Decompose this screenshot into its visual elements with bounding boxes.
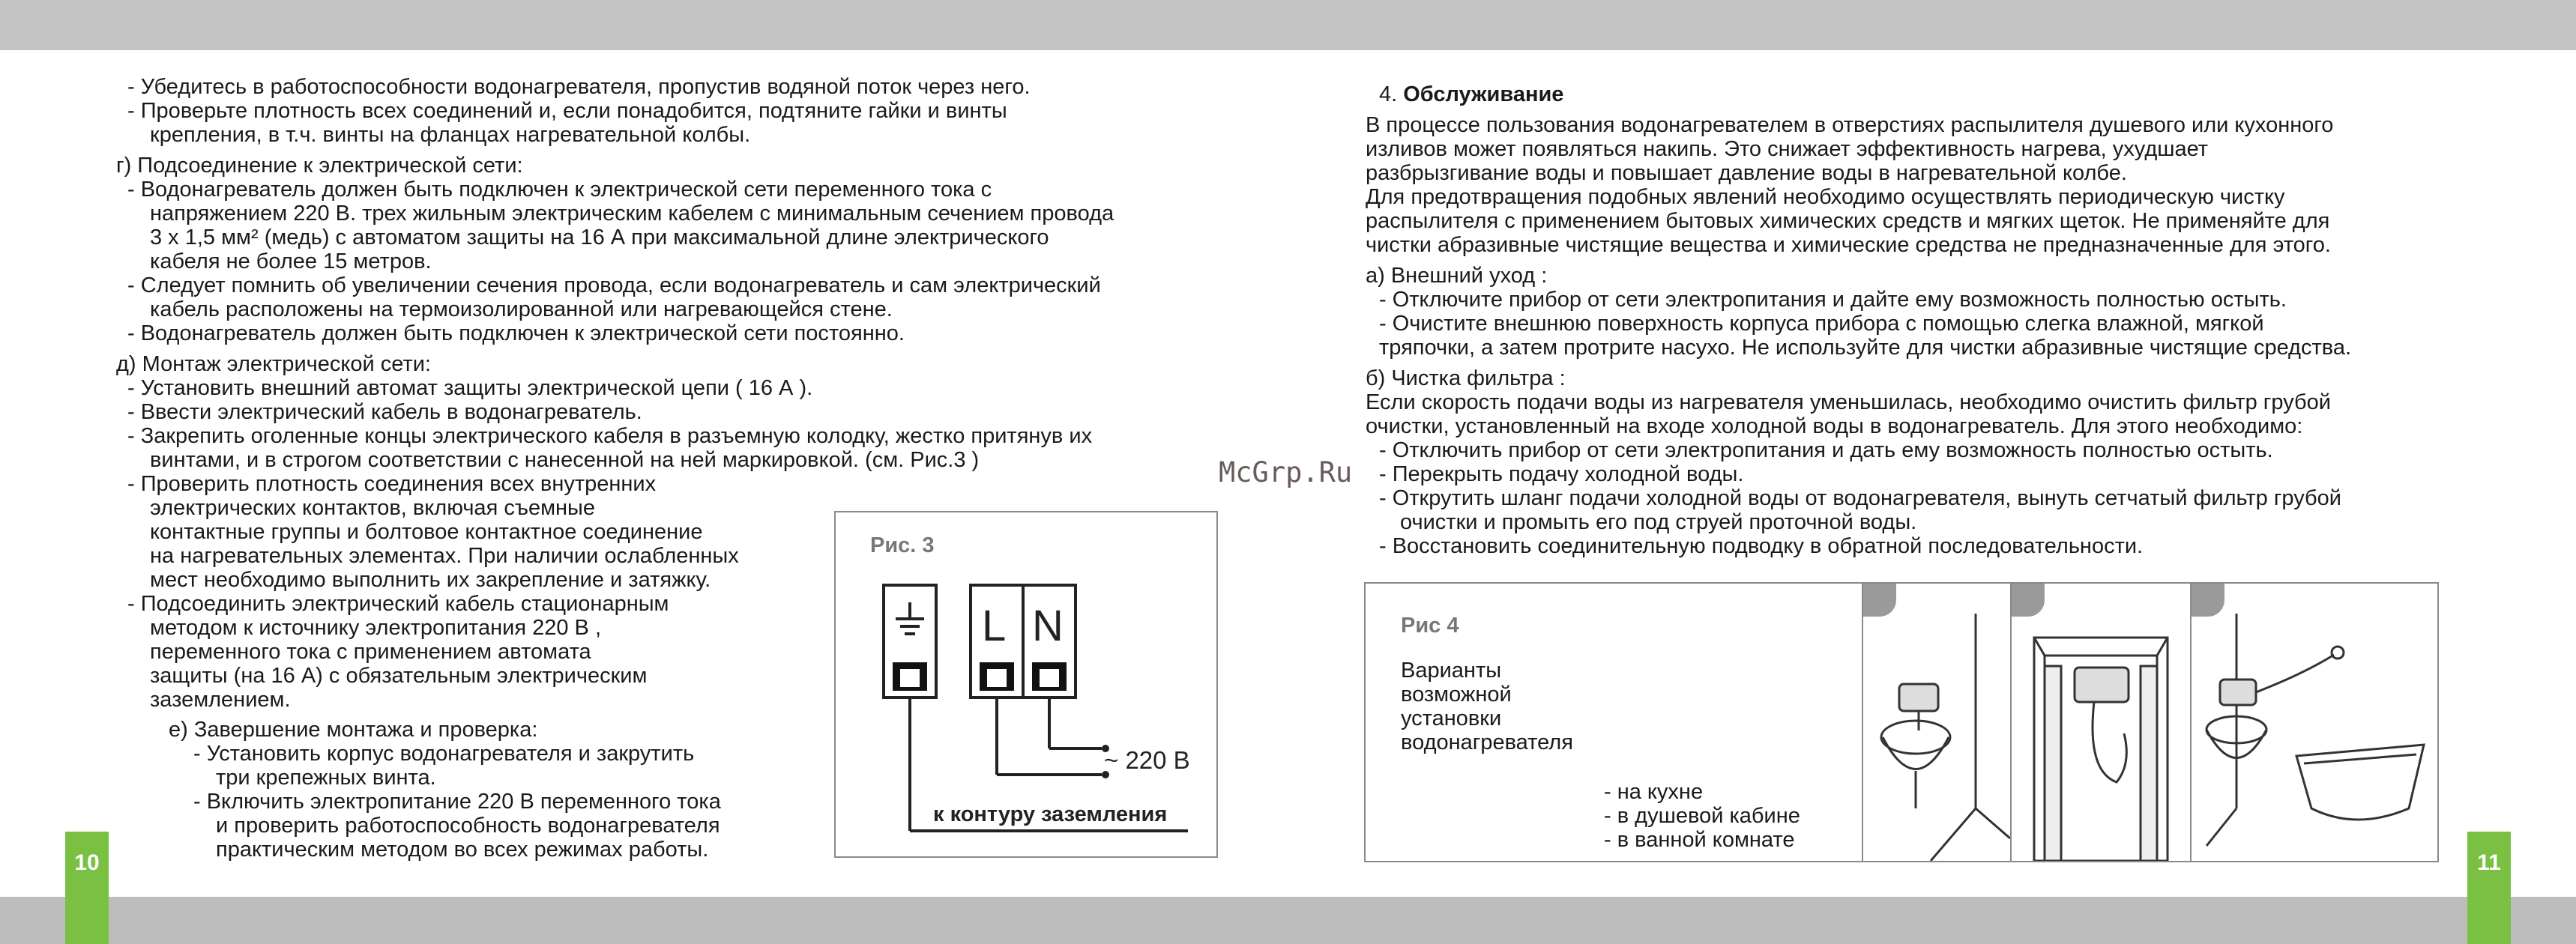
text-line: - Водонагреватель должен быть подключен к электрической сети переменного тока с — [127, 178, 992, 202]
text-line: В процессе пользования водонагревателем в отверстиях распылителя душевого или кухонного — [1366, 113, 2334, 137]
text-line: - Отключите прибор от сети электропитания и дайте ему возможность полностью остыть. — [1379, 288, 2287, 312]
shower-install-illustration — [2012, 584, 2190, 861]
figure-4-description-line: возможной — [1401, 683, 1512, 707]
watermark: McGrp.Ru — [1219, 456, 1353, 488]
bathroom-install-illustration — [2192, 584, 2437, 861]
text-line: изливов может появляться накипь. Это снижает эффективность нагрева, ухудшает — [1366, 137, 2209, 161]
page-number-left: 10 — [65, 832, 109, 944]
text-line: - Открутить шланг подачи холодной воды от водонагревателя, вынуть сетчатый фильтр грубой — [1379, 486, 2341, 510]
text-line: - Перекрыть подачу холодной воды. — [1379, 462, 1744, 486]
top-band — [0, 0, 2576, 50]
section-heading: д) Монтаж электрической сети: — [116, 352, 431, 376]
text-line: контактные группы и болтовое контактное соединение — [150, 520, 703, 544]
text-line: Для предотвращения подобных явлений необходимо осуществлять периодическую чистку — [1366, 185, 2285, 209]
text-line: тряпочки, а затем протрите насухо. Не используйте для чистки абразивные чистящие средства. — [1379, 336, 2352, 360]
ground-caption: к контуру заземления — [933, 802, 1168, 826]
text-line: - Закрепить оголенные концы электрического кабеля в разъемную колодку, жестко притянув их — [127, 424, 1093, 448]
text-line: - Убедитесь в работоспособности водонагревателя, пропустив водяной поток через него. — [127, 75, 1031, 99]
text-line: - Ввести электрический кабель в водонагреватель. — [127, 400, 642, 424]
section-number: 4. — [1379, 82, 1398, 106]
figure-4 — [1364, 582, 2439, 862]
text-line: разбрызгивание воды и повышает давление воды в нагревательной колбе. — [1366, 161, 2127, 185]
text-line: 3 х 1,5 мм² (медь) с автоматом защиты на 16 А при максимальной длине электрического — [150, 226, 1049, 249]
text-line: - Установить корпус водонагревателя и закрутить — [193, 742, 695, 766]
text-line: переменного тока с применением автомата — [150, 640, 591, 664]
section-heading: б) Чистка фильтра : — [1366, 366, 1566, 390]
section-heading: г) Подсоединение к электрической сети: — [116, 154, 523, 178]
text-line: - Отключить прибор от сети электропитания и дать ему возможность полностью остыть. — [1379, 438, 2273, 462]
text-line: - Подсоединить электрический кабель стационарным — [127, 592, 669, 616]
figure-3 — [834, 511, 1218, 858]
text-line: и проверить работоспособность водонагревателя — [216, 814, 720, 838]
figure-4-description-line: установки — [1401, 707, 1502, 730]
text-line: чистки абразивные чистящие вещества и химические средства не предназначенные для этого. — [1366, 233, 2331, 257]
section-title-text: Обслуживание — [1403, 82, 1564, 106]
kitchen-install-illustration — [1863, 584, 2010, 861]
text-line: - Включить электропитание 220 В переменного тока — [193, 790, 721, 814]
section-title — [1379, 82, 1563, 106]
text-line: три крепежных винта. — [216, 766, 436, 790]
text-line: - Проверьте плотность всех соединений и, если понадобится, подтяните гайки и винты — [127, 99, 1007, 123]
text-line: очистки и промыть его под струей проточной воды. — [1400, 510, 1917, 534]
figure-4-description-line: водонагревателя — [1401, 730, 1573, 754]
text-line: - Очистите внешнюю поверхность корпуса прибора с помощью слегка влажной, мягкой — [1379, 312, 2264, 336]
text-line: - Установить внешний автомат защиты электрической цепи ( 16 А ). — [127, 376, 813, 400]
text-line: напряжением 220 В. трех жильным электрическим кабелем с минимальным сечением провода — [150, 202, 1114, 226]
page-number-right: 11 — [2467, 832, 2511, 944]
text-line: Если скорость подачи воды из нагревателя уменьшилась, необходимо очистить фильтр грубой — [1366, 390, 2331, 414]
voltage-label: ~ 220 В — [1104, 746, 1190, 774]
text-line: заземлением. — [150, 688, 291, 712]
figure-3-label: Рис. 3 — [870, 533, 935, 557]
text-line: винтами, и в строгом соответствии с нанесенной на ней маркировкой. (см. Рис.3 ) — [150, 448, 980, 472]
text-line: крепления, в т.ч. винты на фланцах нагревательной колбы. — [150, 123, 751, 147]
text-line: методом к источнику электропитания 220 В , — [150, 616, 602, 640]
text-line: - Водонагреватель должен быть подключен к электрической сети постоянно. — [127, 321, 905, 345]
section-heading: а) Внешний уход : — [1366, 264, 1548, 288]
ground-symbol — [896, 602, 924, 634]
section-heading: е) Завершение монтажа и проверка: — [169, 718, 538, 742]
text-line: - Восстановить соединительную подводку в обратной последовательности. — [1379, 534, 2144, 558]
text-line: распылителя с применением бытовых химических средств и мягких щеток. Не применяйте для — [1366, 209, 2330, 233]
text-line: электрических контактов, включая съемные — [150, 496, 596, 520]
figure-4-description-line: Варианты — [1401, 659, 1502, 683]
text-line: защиты (на 16 А) с обязательным электрическим — [150, 664, 648, 688]
text-line: - Проверить плотность соединения всех внутренних — [127, 472, 657, 496]
bottom-band — [0, 897, 2576, 944]
text-line: кабеля не более 15 метров. — [150, 249, 432, 273]
text-line: на нагревательных элементах. При наличии ослабленных — [150, 544, 739, 568]
text-line: кабель расположены на термоизолированной или нагревающейся стене. — [150, 297, 893, 321]
option-bathroom: - в ванной комнате — [1604, 828, 1795, 852]
text-line: практическим методом во всех режимах работы. — [216, 838, 709, 862]
option-kitchen: - на кухне — [1604, 780, 1704, 804]
figure-4-label: Рис 4 — [1401, 614, 1459, 638]
terminal-n: N — [1032, 602, 1064, 650]
option-shower: - в душевой кабине — [1604, 804, 1800, 828]
text-line: мест необходимо выполнить их закрепление и затяжку. — [150, 568, 711, 592]
text-line: - Следует помнить об увеличении сечения провода, если водонагреватель и сам электрический — [127, 273, 1101, 297]
terminal-l: L — [982, 602, 1007, 650]
text-line: очистки, установленный на входе холодной воды в водонагреватель. Для этого необходимо: — [1366, 414, 2303, 438]
